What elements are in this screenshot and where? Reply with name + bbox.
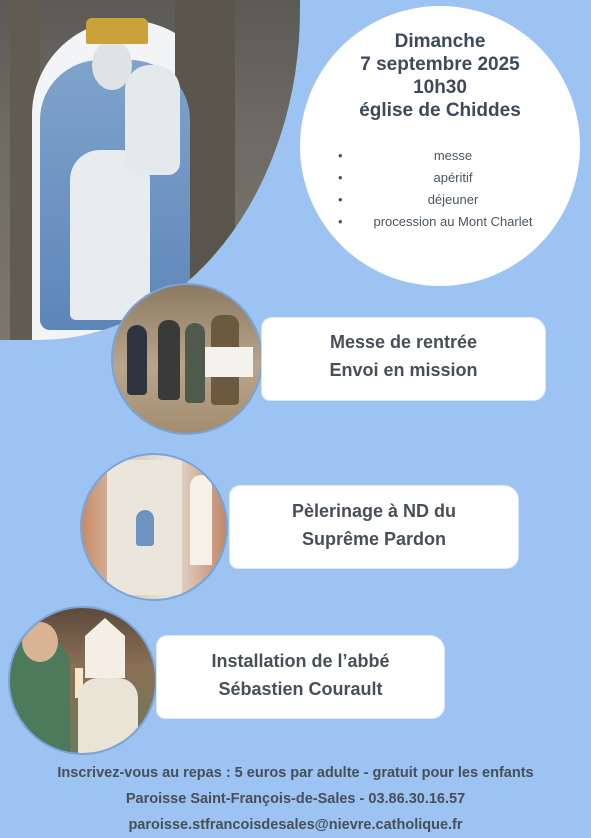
installation-label	[157, 636, 444, 718]
event-day: Dimanche	[394, 31, 486, 52]
footer	[0, 760, 591, 838]
event-date: 7 septembre 2025	[360, 54, 520, 75]
program-item: • apéritif	[338, 167, 568, 189]
event-time: 10h30	[413, 77, 467, 98]
label-line: Suprême Pardon	[301, 529, 447, 549]
program-list	[338, 145, 568, 233]
statue-photo	[0, 0, 300, 340]
program-item: • procession au Mont Charlet	[338, 211, 568, 233]
event-heading	[300, 30, 580, 122]
program-item: • déjeuner	[338, 189, 568, 211]
registration-text: Inscrivez-vous au repas : 5 euros par adulte - gratuit pour les enfants	[57, 765, 534, 781]
program-item: • messe	[338, 145, 568, 167]
label-line: Messe de rentrée	[329, 332, 478, 352]
label-line: Pèlerinage à ND du	[291, 501, 457, 521]
parish-contact: Paroisse Saint-François-de-Sales - 03.86.30.16.57	[125, 791, 466, 807]
mass-label	[262, 318, 545, 400]
event-place: église de Chiddes	[359, 100, 521, 121]
label-line: Sébastien Courault	[218, 679, 383, 699]
pilgrimage-photo	[80, 453, 228, 601]
label-line: Envoi en mission	[329, 360, 478, 380]
pilgrimage-label	[230, 486, 518, 568]
installation-photo	[8, 606, 157, 755]
email-address: paroisse.stfrancoisdesales@nievre.catholique.fr	[128, 817, 463, 833]
mass-photo	[111, 283, 263, 435]
label-line: Installation de l’abbé	[211, 651, 390, 671]
